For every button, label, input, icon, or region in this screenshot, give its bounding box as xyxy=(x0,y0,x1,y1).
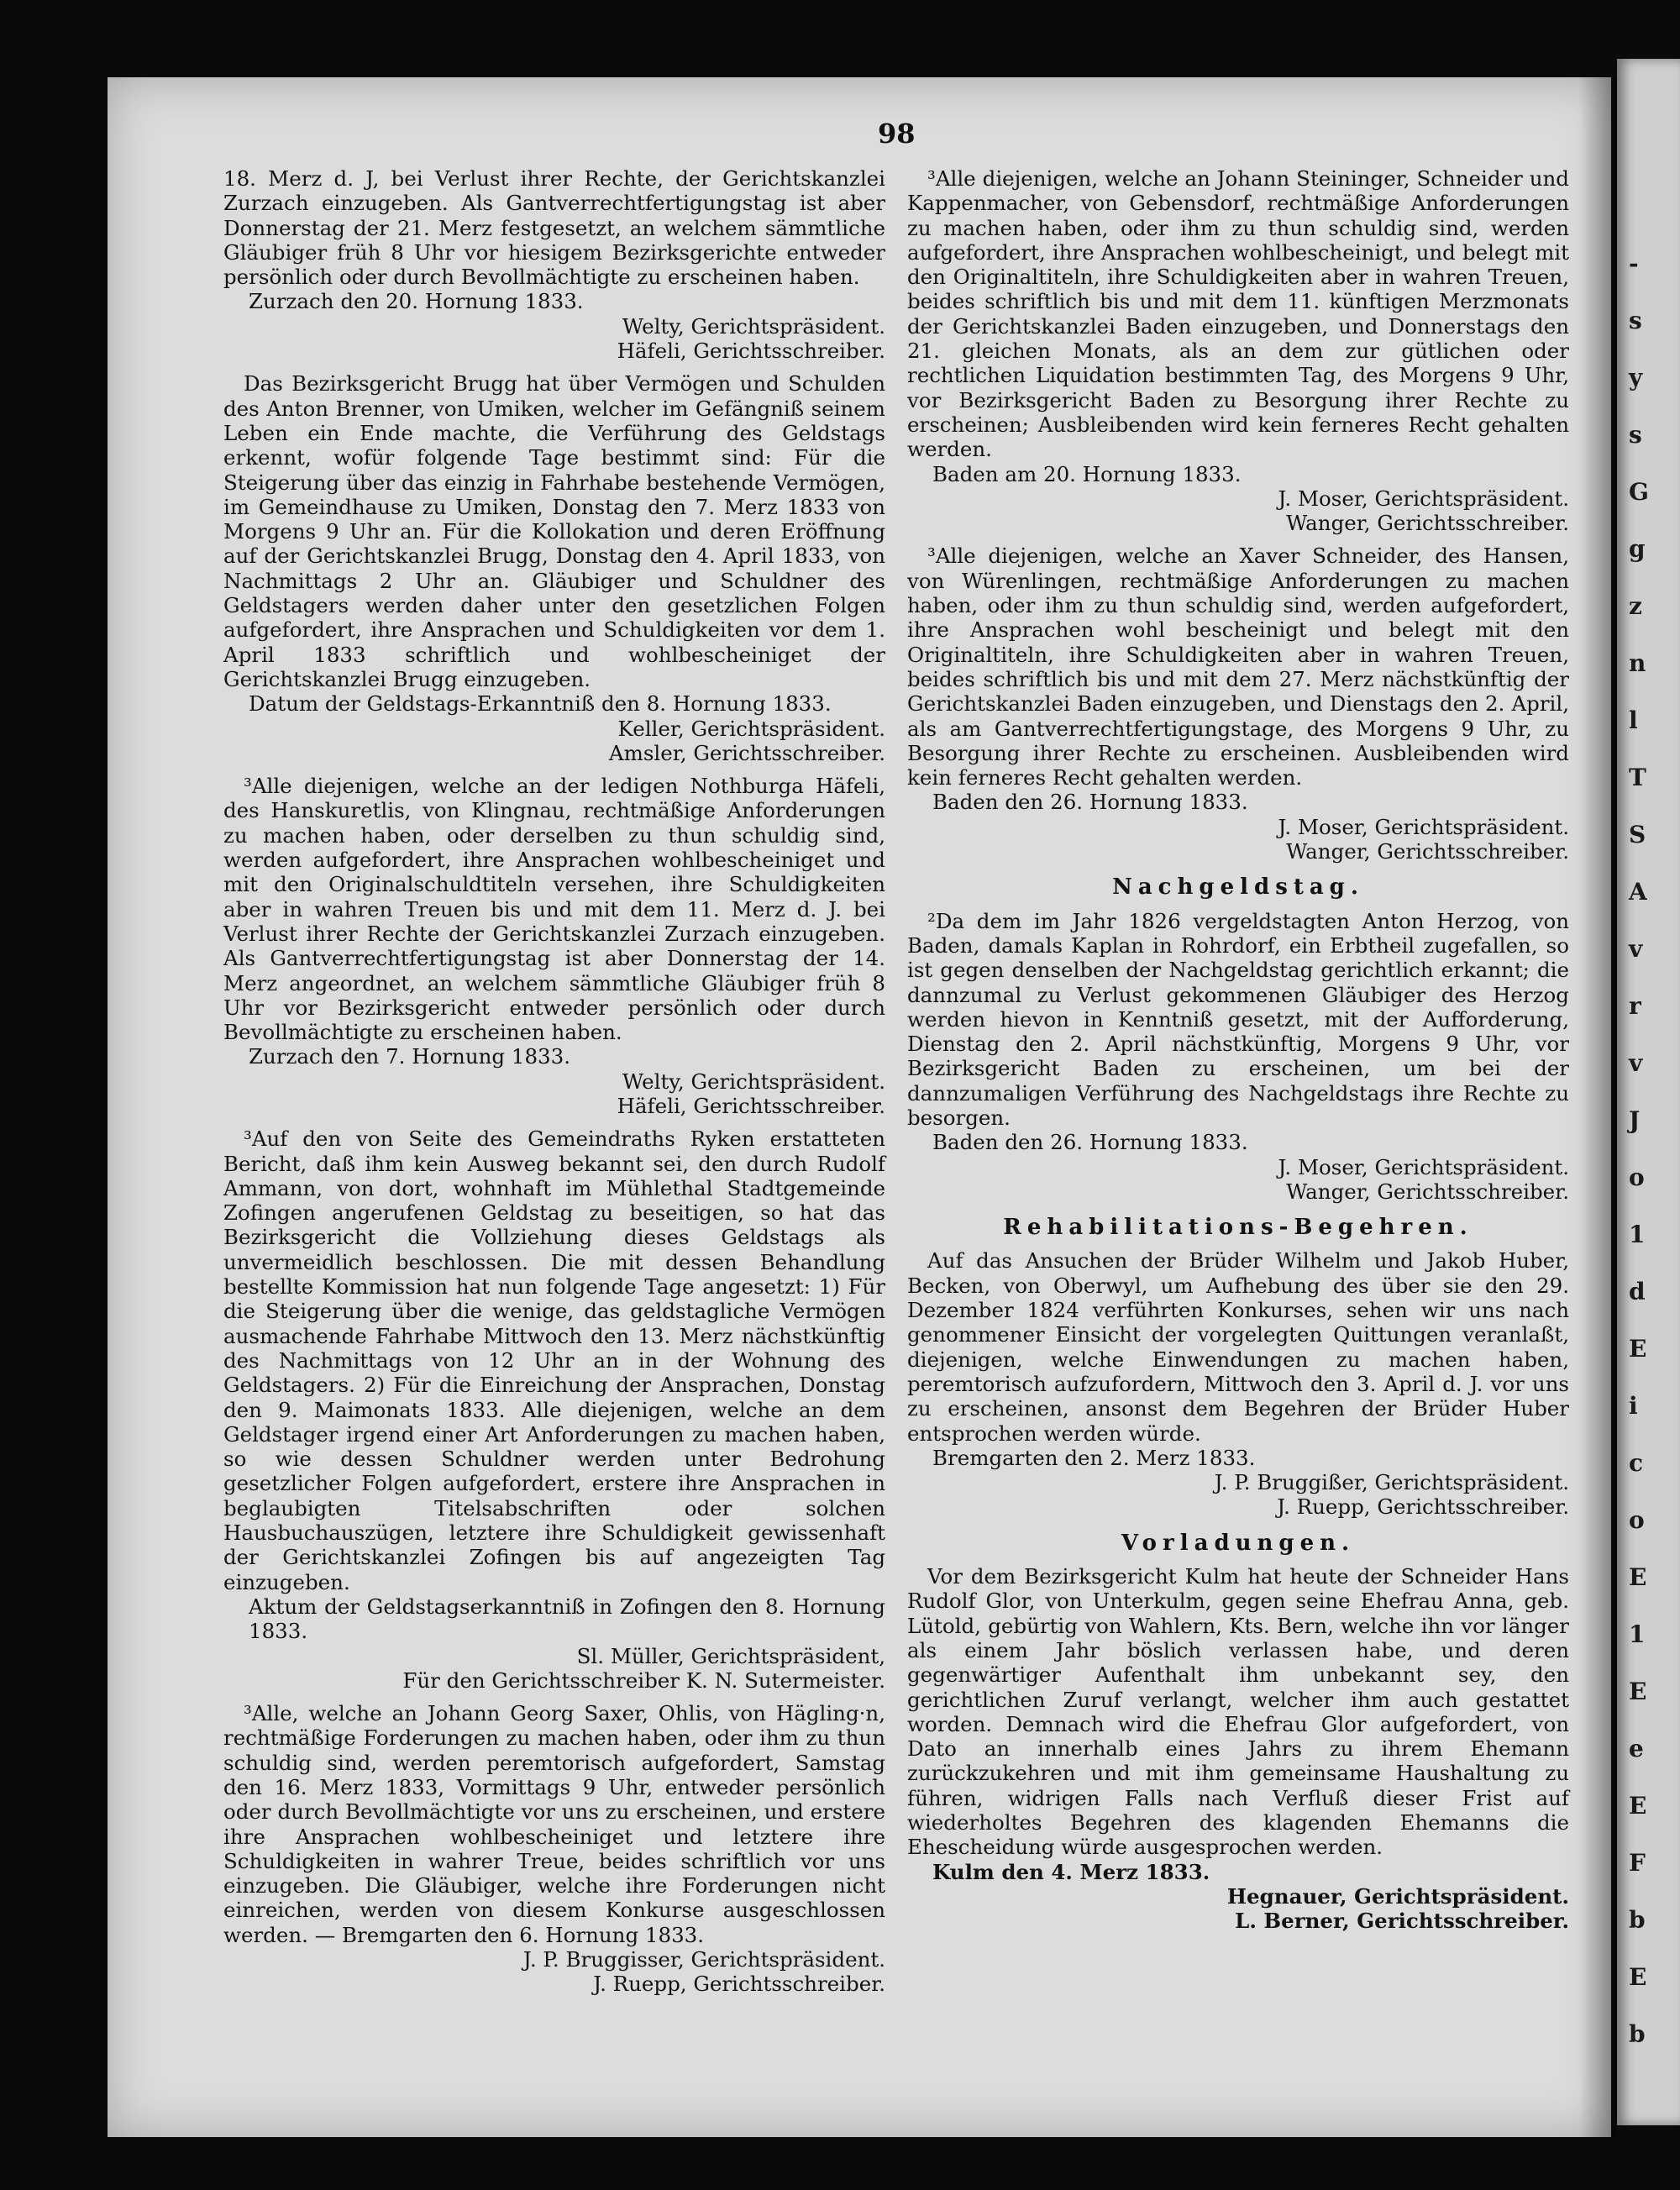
adjacent-page-letter: E xyxy=(1629,1678,1647,1705)
signature-president: Keller, Gerichtspräsident. xyxy=(617,716,885,741)
adjacent-page-letter: s xyxy=(1629,307,1642,334)
left-column xyxy=(223,166,885,2005)
adjacent-page-letter: E xyxy=(1629,1563,1647,1591)
signature-president: Sl. Müller, Gerichtspräsident, xyxy=(576,1643,885,1668)
signature-president: J. Moser, Gerichtspräsident. xyxy=(1278,1154,1569,1179)
notice-brugg xyxy=(223,371,885,765)
signature-clerk: Amsler, Gerichtsschreiber. xyxy=(608,740,885,765)
adjacent-page-letter: r xyxy=(1629,992,1641,1020)
signature-president: Welty, Gerichtspräsident. xyxy=(622,313,885,339)
notice-body: Auf das Ansuchen der Brüder Wilhelm und Jakob Huber, Becken, von Oberwyl, um Aufhebung des über sie den 29. Dezember 1824 verführten Konkurses, sehen wir uns nach genommener Einsicht der vorgelegten Quittungen veranlaßt, diejenigen, welche Einwendungen zu machen haben, peremtorisch aufzufordern, Mittwoch den 3. April d. J. vor uns zu erscheinen, ansonst dem Begehren der Brüder Huber entsprochen werden würde. xyxy=(907,1248,1569,1446)
adjacent-page-letter: G xyxy=(1629,478,1649,506)
signature-clerk: Für den Gerichtsschreiber K. N. Sutermeister. xyxy=(402,1667,885,1693)
adjacent-page-letter: o xyxy=(1629,1506,1645,1534)
notice-body: ³Alle diejenigen, welche an der ledigen Nothburga Häfeli, des Hanskuretlis, von Klingnau, rechtmäßige Anforderungen zu machen haben, oder derselben zu thun schuldig sind, werden aufgefordert, ihre Ansprachen wohlbescheiniget und mit den Originalschuldtiteln versehen, ihre Schuldigkeiten aber in wahren Treuen bis und mit dem 11. Merz d. J. bei Verlust ihrer Rechte der Gerichtskanzlei Zurzach einzugeben. Als Gantverrechtfertigungstag ist aber Donnerstag der 14. Merz angeordnet, an welchem sämmtliche Gläubiger früh 8 Uhr vor Bezirksgericht entweder persönlich oder durch Bevollmächtigte zu erscheinen haben. xyxy=(223,774,885,1045)
adjacent-page-letter: E xyxy=(1629,1792,1647,1820)
notice-nachgeldstag xyxy=(907,909,1569,1205)
notice-zurzach-2 xyxy=(223,774,885,1118)
page-number: 98 xyxy=(878,118,916,150)
adjacent-page-letter: z xyxy=(1629,592,1642,620)
notice-place-date: Baden am 20. Hornung 1833. xyxy=(932,461,1242,486)
signature-clerk: Wanger, Gerichtsschreiber. xyxy=(1286,1179,1569,1204)
notice-place-date: Baden den 26. Hornung 1833. xyxy=(932,1130,1248,1155)
adjacent-page-letter: v xyxy=(1629,935,1643,963)
notice-place-date: Zurzach den 20. Hornung 1833. xyxy=(249,289,584,314)
adjacent-page-letter: e xyxy=(1629,1735,1644,1762)
notice-zurzach-1 xyxy=(223,166,885,363)
adjacent-page-letter: E xyxy=(1629,1963,1647,1991)
signature-president: J. Moser, Gerichtspräsident. xyxy=(1278,814,1569,839)
adjacent-page-letter: v xyxy=(1629,1049,1643,1077)
notice-place-date: Aktum der Geldstagserkanntniß in Zofingen den 8. Hornung 1833. xyxy=(249,1594,885,1644)
notice-body: 18. Merz d. J, bei Verlust ihrer Rechte, der Gerichtskanzlei Zurzach einzugeben. Als Gantverrechtfertigungstag ist aber Donnerstag der 21. Merz festgesetzt, an welchem sämmtliche Gläubiger früh 8 Uhr vor hiesigem Bezirksgerichte entweder persönlich oder durch Bevollmächtigte zu erscheinen haben. xyxy=(223,166,885,290)
notice-place-date: Baden den 26. Hornung 1833. xyxy=(932,790,1248,815)
signature-president: J. P. Bruggisser, Gerichtspräsident. xyxy=(522,1947,885,1972)
adjacent-page-letter: T xyxy=(1629,764,1646,791)
right-column xyxy=(907,166,1569,1941)
signature-clerk: J. Ruepp, Gerichtsschreiber. xyxy=(593,1972,885,1997)
adjacent-page-letter: b xyxy=(1629,2020,1646,2048)
adjacent-page-letter: d xyxy=(1629,1278,1646,1305)
notice-place-date: Datum der Geldstags-Erkanntniß den 8. Hornung 1833. xyxy=(249,691,832,717)
adjacent-page-letter: - xyxy=(1629,249,1639,277)
signature-president: J. P. Bruggißer, Gerichtspräsident. xyxy=(1214,1470,1569,1495)
adjacent-page-letter: F xyxy=(1629,1849,1646,1877)
section-heading-vorladungen: Vorladungen. xyxy=(1121,1530,1356,1556)
notice-baden-steininger xyxy=(907,166,1569,535)
notice-body: ²Da dem im Jahr 1826 vergeldstagten Anton Herzog, von Baden, damals Kaplan in Rohrdorf, ein Erbtheil zugefallen, so ist gegen denselben der Nachgeldstag gerichtlich erkannt; die dannzumal zu Verlust gekommenen Gläubiger des Herzog werden hievon in Kenntniß gesetzt, mit der Aufforderung, Dienstag den 2. April nächstkünftig, Morgens 9 Uhr, vor Bezirksgericht Baden zu erscheinen, um bei der dannzumaligen Verführung des Nachgeldstags ihre Rechte zu besorgen. xyxy=(907,908,1569,1130)
signature-clerk: Wanger, Gerichtsschreiber. xyxy=(1286,839,1569,864)
notice-body: ³Alle, welche an Johann Georg Saxer, Ohlis, von Hägling·n, rechtmäßige Forderungen zu machen haben, oder ihm zu thun schuldig sind, werden peremtorisch aufgefordert, Samstag den 16. Merz 1833, Vormittags 9 Uhr, entweder persönlich oder durch Bevollmächtigte vor uns zu erscheinen, und erstere ihre Ansprachen wohlbescheiniget und letztere ihre Schuldigkeiten in wahrer Treue, beides schriftlich vor uns einzugeben. Die Gläubiger, welche ihre Forderungen nicht einreichen, werden von diesem Konkurse ausgeschlossen werden. — Bremgarten den 6. Hornung 1833. xyxy=(223,1701,885,1947)
adjacent-page-letter: l xyxy=(1629,706,1638,734)
signature-clerk: L. Berner, Gerichtsschreiber. xyxy=(1235,1909,1569,1934)
adjacent-page-letter: o xyxy=(1629,1163,1645,1191)
adjacent-page-edge xyxy=(1617,59,1680,2125)
notice-body: Das Bezirksgericht Brugg hat über Vermögen und Schulden des Anton Brenner, von Umiken, welcher im Gefängniß seinem Leben ein Ende machte, die Verführung des Geldstags erkennt, wofür folgende Tage bestimmt sind: Für die Steigerung über das einzig in Fahrhabe bestehende Vermögen, im Gemeindhause zu Umiken, Donstag den 7. Merz 1833 von Morgens 9 Uhr an. Für die Kollokation und deren Eröffnung auf der Gerichtskanzlei Brugg, Donstag den 4. April 1833, von Nachmittags 2 Uhr an. Gläubiger und Schuldner des Geldstagers werden daher unter den gesetzlichen Folgen aufgefordert, ihre Ansprachen und Schuldigkeiten vor dem 1. April 1833 schriftlich und wohlbescheiniget der Gerichtskanzlei Brugg einzugeben. xyxy=(223,371,885,691)
adjacent-page-letter: E xyxy=(1629,1335,1647,1363)
adjacent-page-letter: 1 xyxy=(1629,1620,1646,1648)
signature-clerk: Wanger, Gerichtsschreiber. xyxy=(1286,511,1569,536)
notice-vorladung-kulm xyxy=(907,1564,1569,1933)
adjacent-page-letter: s xyxy=(1629,421,1642,449)
adjacent-page-letter: n xyxy=(1629,649,1646,677)
adjacent-page-letter: 1 xyxy=(1629,1221,1646,1248)
signature-president: J. Moser, Gerichtspräsident. xyxy=(1278,486,1569,511)
gutter-shadow xyxy=(1579,77,1617,2137)
section-heading-nachgeldstag: Nachgeldstag. xyxy=(1112,874,1364,901)
signature-clerk: J. Ruepp, Gerichtsschreiber. xyxy=(1277,1494,1569,1520)
adjacent-page-letter: c xyxy=(1629,1449,1644,1477)
notice-place-date: Zurzach den 7. Hornung 1833. xyxy=(249,1044,571,1069)
notice-body: ³Alle diejenigen, welche an Johann Steininger, Schneider und Kappenmacher, von Gebensdorf, rechtmäßige Anforderungen zu machen haben, oder ihm zu thun schuldig sind, werden aufgefordert, ihre Ansprachen wohlbescheinigt, und belegt mit den Originaltiteln, ihre Schuldigkeiten aber in wahren Treuen, beides schriftlich bis und mit dem 11. künftigen Merzmonats der Gerichtskanzlei Baden einzugeben, und Donnerstags den 21. gleichen Monats, als an dem zur gütlichen oder rechtlichen Liquidation bestimmten Tag, des Morgens 9 Uhr, vor Bezirksgericht Baden zu Besorgung ihrer Rechte zu erscheinen; Ausbleibenden wird kein ferneres Recht gehalten werden. xyxy=(907,166,1569,462)
section-heading-rehabilitation: Rehabilitations-Begehren. xyxy=(1003,1215,1473,1241)
notice-baden-schneider xyxy=(907,544,1569,864)
signature-clerk: Häfeli, Gerichtsschreiber. xyxy=(617,1093,885,1118)
signature-president: Welty, Gerichtspräsident. xyxy=(622,1069,885,1094)
adjacent-page-letter: i xyxy=(1629,1392,1638,1420)
signature-president: Hegnauer, Gerichtspräsident. xyxy=(1226,1883,1569,1909)
notice-body: ³Alle diejenigen, welche an Xaver Schneider, des Hansen, von Würenlingen, rechtmäßige Anforderungen zu machen haben, oder ihm zu thun schuldig sind, werden aufgefordert, ihre Ansprachen wohl bescheinigt und belegt mit den Originaltiteln, ihre Schuldigkeiten aber in wahren Treuen, beides schriftlich bis und mit dem 27. Merz nächstkünftig der Gerichtskanzlei Baden einzugeben, und Dienstags den 2. April, als am Gantverrechtfertigungstage, des Morgens 9 Uhr, zu Besorgung ihrer Rechte zu erscheinen. Ausbleibenden wird kein ferneres Recht gehalten werden. xyxy=(907,544,1569,790)
adjacent-page-letter: y xyxy=(1629,364,1643,391)
adjacent-page-letter: g xyxy=(1629,535,1646,563)
notice-place-date: Bremgarten den 2. Merz 1833. xyxy=(932,1445,1256,1470)
notice-bremgarten-1 xyxy=(223,1701,885,1997)
notice-rehabilitation xyxy=(907,1248,1569,1519)
adjacent-page-letter: S xyxy=(1629,821,1646,848)
adjacent-page-letter: J xyxy=(1629,1106,1641,1134)
signature-clerk: Häfeli, Gerichtsschreiber. xyxy=(617,339,885,364)
adjacent-page-letter: b xyxy=(1629,1906,1646,1934)
notice-body: Vor dem Bezirksgericht Kulm hat heute der Schneider Hans Rudolf Glor, von Unterkulm, gegen seine Ehefrau Anna, geb. Lütold, gebürtig von Wahlern, Kts. Bern, welche ihn vor länger als einem Jahr böslich verlassen habe, und deren gegenwärtiger Aufenthalt ihm unbekannt sey, den gerichtlichen Zuruf verlangt, welcher ihm auch gestattet worden. Demnach wird die Ehefrau Glor aufgefordert, von Dato an innerhalb eines Jahrs zu ihrem Ehemann zurückzukehren und mit ihm gemeinsame Haushaltung zu führen, widrigen Falls nach Verfluß dieser Frist auf wiederholtes Begehren des klagenden Ehemanns die Ehescheidung würde ausgesprochen werden. xyxy=(907,1564,1569,1860)
adjacent-page-letter: A xyxy=(1629,878,1647,906)
notice-body: ³Auf den von Seite des Gemeindraths Ryken erstatteten Bericht, daß ihm kein Ausweg bekannt sei, den durch Rudolf Ammann, von dort, wohnhaft im Mühlethal Stadtgemeinde Zofingen angerufenen Geldstag zu beseitigen, so hat das Bezirksgericht die Vollziehung dieses Geldstags als unvermeidlich beschlossen. Die mit dessen Behandlung bestellte Kommission hat nun folgende Tage angesetzt: 1) Für die Steigerung über die wenige, das geldstagliche Vermögen ausmachende Fahrhabe Mittwoch den 13. Merz nächstkünftig des Nachmittags von 12 Uhr an in der Wohnung des Geldstagers. 2) Für die Einreichung der Ansprachen, Donstag den 9. Maimonats 1833. Alle diejenigen, welche an dem Geldstager irgend einer Art Anforderungen zu machen haben, so wie dessen Schuldner werden unter Bedrohung gesetzlicher Folgen aufgefordert, erstere ihre Ansprachen in beglaubigten Titelsabschriften oder solchen Hausbuchauszügen, letztere ihre Schuldigkeit gewissenhaft der Gerichtskanzlei Zofingen bis auf angezeigten Tag einzugeben. xyxy=(223,1127,885,1594)
notice-place-date: Kulm den 4. Merz 1833. xyxy=(932,1859,1210,1884)
notice-zofingen xyxy=(223,1127,885,1693)
